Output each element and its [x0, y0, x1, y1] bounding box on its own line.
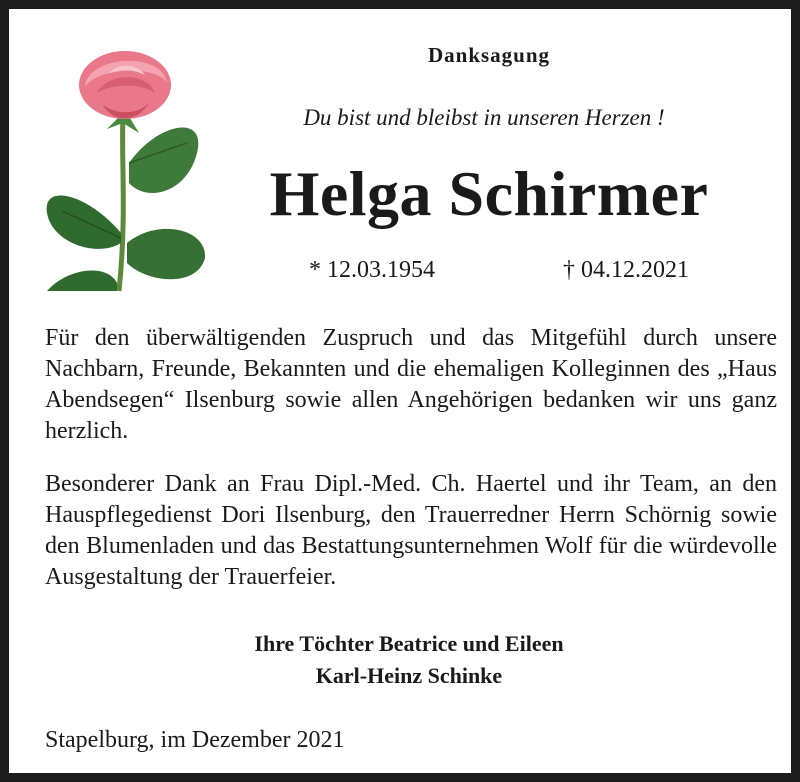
thanks-paragraph: Für den überwältigenden Zuspruch und das Mitgefühl durch unsere Nachbarn, Freunde, Bekannten und die ehemaligen Kolleginnen des „Haus Abendsegen“ Ilsenburg sowie allen Angehörigen bedanken wir uns ganz herzlich.: [45, 325, 777, 444]
death-date: † 04.12.2021: [563, 257, 689, 283]
signature-daughters: Ihre Töchter Beatrice und Eileen: [254, 631, 564, 656]
signature-partner: Karl-Heinz Schinke: [315, 663, 503, 688]
notice-heading: Danksagung: [427, 43, 551, 67]
deceased-name: Helga Schirmer: [269, 158, 709, 229]
motto: Du bist und bleibst in unseren Herzen !: [303, 105, 665, 130]
place-date: Stapelburg, im Dezember 2021: [45, 727, 345, 753]
birth-date: * 12.03.1954: [309, 257, 435, 283]
special-thanks-paragraph: Besonderer Dank an Frau Dipl.-Med. Ch. Haertel und ihr Team, an den Hauspflegedienst Dori Ilsenburg, den Trauerredner Herrn Schörnig sowie den Blumenladen und das Bestattungsunternehmen Wolf für die würdevolle Ausgestaltung der Trauerfeier.: [45, 471, 777, 590]
life-dates: [309, 257, 689, 284]
rose-icon: [37, 43, 217, 293]
